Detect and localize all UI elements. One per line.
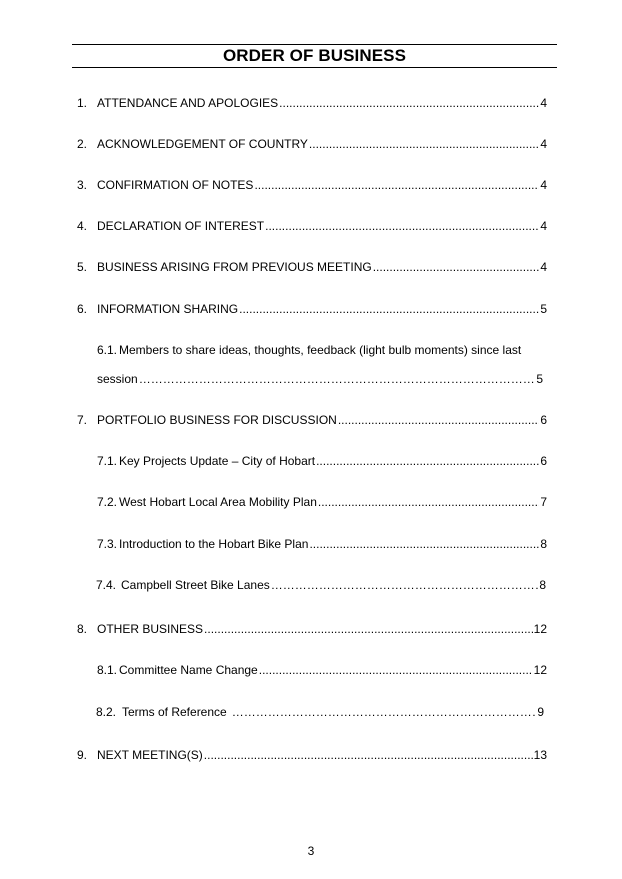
toc-page: 13 [533,748,547,762]
dot-leader [338,412,539,428]
toc-page: 9 [537,705,544,719]
toc-page: 4 [540,219,547,233]
dot-leader [204,621,533,637]
toc-number: 7.3. [97,537,118,551]
toc-label: BUSINESS ARISING FROM PREVIOUS MEETING [97,260,372,274]
toc-number: 8.1. [97,663,118,677]
dot-leader [316,453,539,469]
toc-item-2[interactable] [77,136,547,152]
toc-page: 4 [540,96,547,110]
toc-number: 5. [77,260,88,274]
toc-label: PORTFOLIO BUSINESS FOR DISCUSSION [97,413,337,427]
dot-leader [318,494,539,510]
toc-page: 8 [540,537,547,551]
toc-item-7-2[interactable] [97,494,547,510]
page-title: ORDER OF BUSINESS [222,46,407,65]
toc-number: 8.2. [96,705,117,719]
toc-label: Members to share ideas, thoughts, feedback (light bulb moments) since last [119,343,522,357]
toc-number: 7. [77,413,88,427]
toc-label: DECLARATION OF INTEREST [97,219,265,233]
toc-label: OTHER BUSINESS [97,622,204,636]
toc-number: 2. [77,137,88,151]
toc-label: session [97,372,138,386]
toc-page: 5 [540,302,547,316]
toc-number: 7.1. [97,454,118,468]
toc-number: 9. [77,748,88,762]
toc-label: Committee Name Change [119,663,258,677]
toc-item-9[interactable] [77,747,547,763]
toc-item-5[interactable] [77,259,547,275]
toc-label: Campbell Street Bike Lanes [121,578,270,592]
toc-item-6-1-line1[interactable] [97,342,521,358]
toc-number: 8. [77,622,88,636]
dot-leader [254,177,539,193]
dot-leader [271,577,539,593]
toc-page: 5 [536,372,543,386]
toc-page: 7 [540,495,547,509]
toc-page: 6 [540,413,547,427]
toc-page: 12 [533,663,547,677]
page-number: 3 [307,844,315,858]
toc-label: West Hobart Local Area Mobility Plan [119,495,317,509]
toc-item-6-1-line2[interactable] [97,371,543,387]
toc-label: Key Projects Update – City of Hobart [119,454,316,468]
dot-leader [204,747,533,763]
toc-label: ATTENDANCE AND APOLOGIES [97,96,279,110]
title-bar [72,44,557,68]
dot-leader [373,259,540,275]
toc-item-4[interactable] [77,218,547,234]
toc-label: NEXT MEETING(S) [97,748,203,762]
toc-item-8-1[interactable] [97,662,547,678]
toc-number: 7.2. [97,495,118,509]
toc-item-7-1[interactable] [97,453,547,469]
toc-item-7-3[interactable] [97,536,547,552]
toc-item-3[interactable] [77,177,547,193]
toc-page: 6 [540,454,547,468]
dot-leader [259,662,533,678]
toc-page: 8 [539,578,546,592]
toc-item-1[interactable] [77,95,547,111]
dot-leader [309,136,539,152]
toc-label: Terms of Reference [122,705,227,719]
toc-page: 12 [533,622,547,636]
toc-number: 3. [77,178,88,192]
toc-label: ACKNOWLEDGEMENT OF COUNTRY [97,137,308,151]
toc-page: 4 [540,178,547,192]
dot-leader [309,536,539,552]
toc-number: 6. [77,302,88,316]
dot-leader [232,704,537,720]
toc-page: 4 [540,137,547,151]
toc-number: 6.1. [97,343,118,357]
toc-item-6[interactable] [77,301,547,317]
toc-item-7[interactable] [77,412,547,428]
toc-number: 4. [77,219,88,233]
toc-label: Introduction to the Hobart Bike Plan [119,537,309,551]
toc-item-7-4[interactable] [96,577,546,593]
toc-label: INFORMATION SHARING [97,302,239,316]
dot-leader [239,301,539,317]
toc-number: 1. [77,96,88,110]
toc-item-8[interactable] [77,621,547,637]
dot-leader [139,371,536,387]
toc-label: CONFIRMATION OF NOTES [97,178,254,192]
dot-leader [265,218,539,234]
toc-number: 7.4. [96,578,117,592]
toc-page: 4 [540,260,547,274]
dot-leader [279,95,539,111]
toc-item-8-2[interactable] [96,704,544,720]
